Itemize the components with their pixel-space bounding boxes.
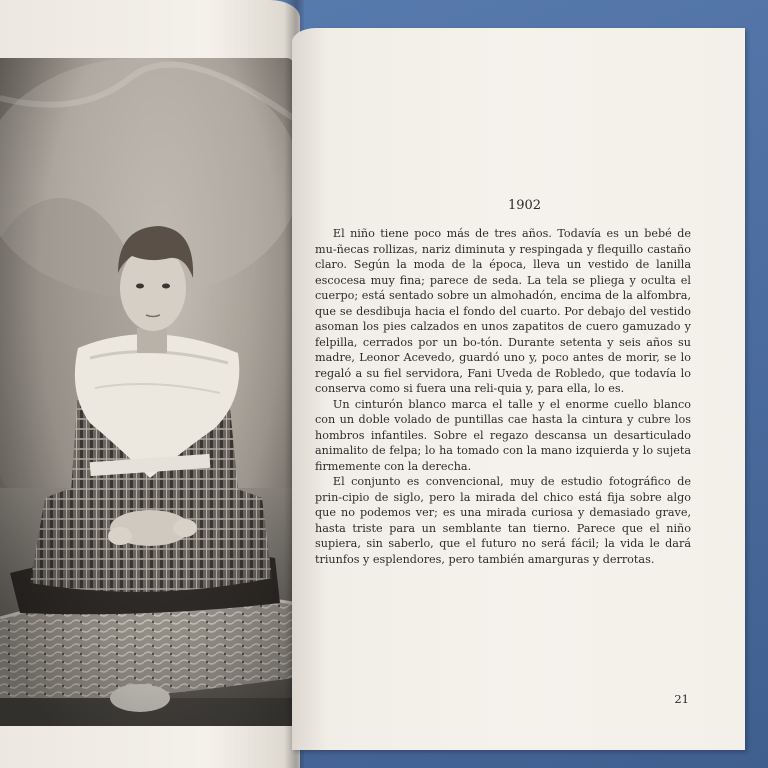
right-page [292,28,745,750]
year-heading: 1902 [507,198,542,213]
paragraph: El niño tiene poco más de tres años. Todavía es un bebé de mu-ñecas rollizas, nariz diminuta y respingada y flequillo castaño claro. Según la moda de la época, lleva un vestido de lanilla escocesa muy fina; parece de seda. La tela se pliega y oculta el cuerpo; está sentado sobre un almohadón, encima de la alfombra, que se desdibuja hacia el fondo del cuarto. Por debajo del vestido asoman los pies calzados en unos zapatitos de cuero gamuzado y felpilla, cerrados por un bo-tón. Durante setenta y seis años su madre, Leonor Acevedo, guardó uno y, poco antes de morir, se lo regaló a su fiel servidora, Fani Uveda de Robledo, que todavía lo conserva como si fuera una reli-quia y, para ella, lo es. [315,227,691,395]
paragraph: El conjunto es convencional, muy de estudio fotográfico de prin-cipio de siglo, pero la mirada del chico está fija sobre algo que no podemos ver; es una mirada curiosa y demasiado grave, hasta triste para un semblante tan tierno. Parece que el niño supiera, sin saberlo, que el futuro no será fácil; la vida le dará triunfos y esplendores, pero también amarguras y derrotas. [315,475,691,566]
photo-illustration [0,58,293,726]
left-page [0,0,300,768]
child-portrait-photo [0,58,293,726]
paragraph: Un cinturón blanco marca el talle y el enorme cuello blanco con un doble volado de puntillas cae hasta la cintura y cubre los hombros infantiles. Sobre el regazo descansa un desarticulado animalito de felpa; lo ha tomado con la mano izquierda y lo sujeta firmemente con la derecha. [315,397,691,473]
body-text [315,226,691,567]
page-number: 21 [674,692,689,706]
